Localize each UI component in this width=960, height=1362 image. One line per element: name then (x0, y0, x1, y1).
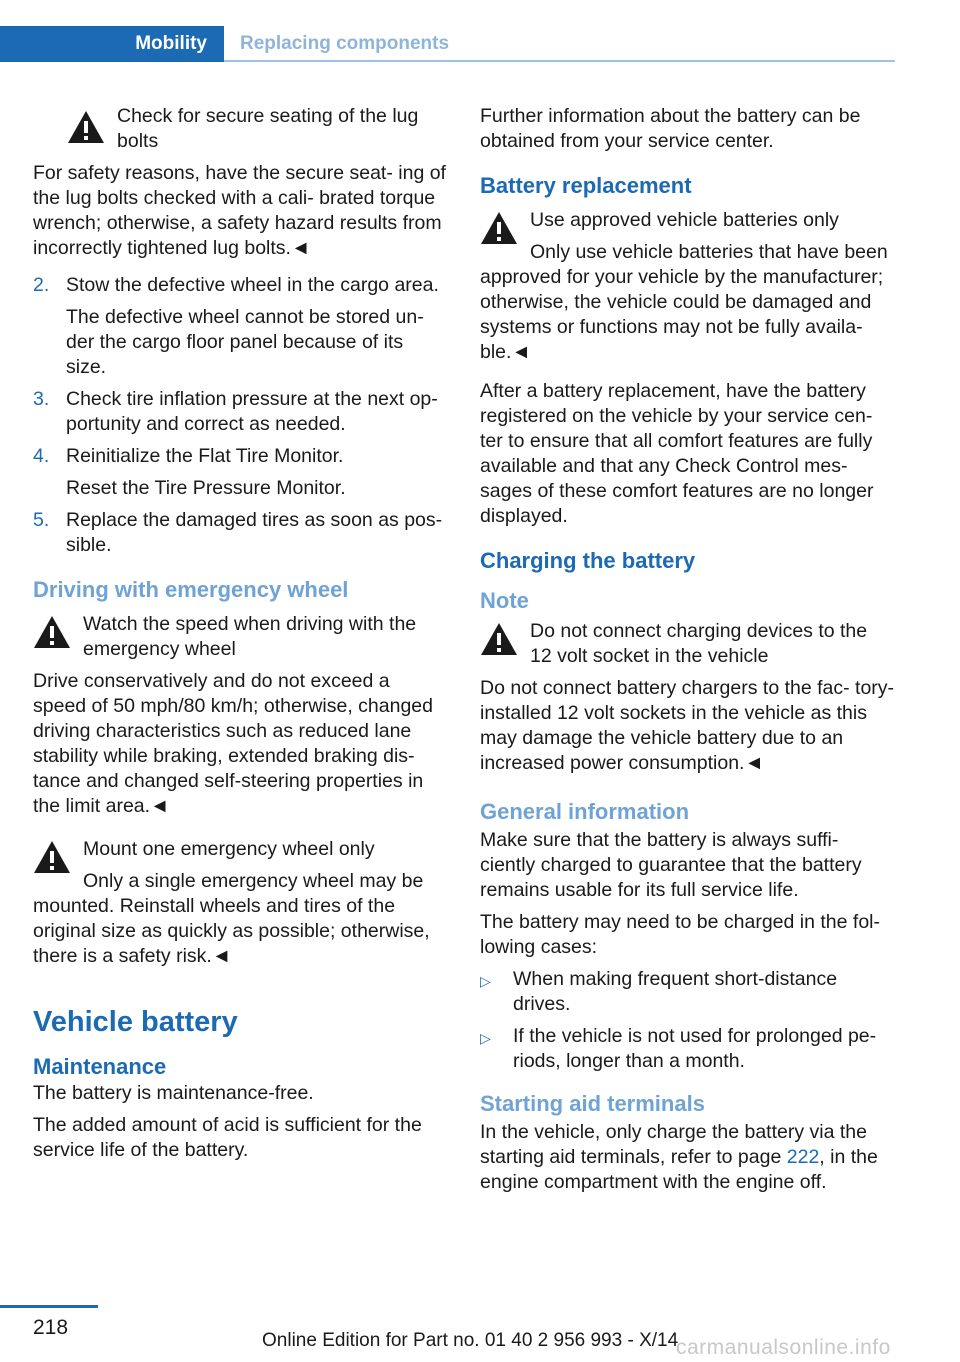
step-subtext: The defective wheel cannot be stored un- der the cargo floor panel because of its size. (66, 306, 424, 378)
step-number: 2. (33, 274, 50, 296)
warning-triangle-icon (33, 840, 71, 874)
paragraph-text: , in the engine compartment with the engine off. (480, 1146, 878, 1193)
list-item (33, 444, 448, 501)
warning-body: approved for your vehicle by the manufacturer; otherwise, the vehicle could be damaged and systems or functions may not be fully availa- ble.◄ (480, 266, 884, 363)
step-number: 4. (33, 445, 50, 467)
warning-approved-batteries (480, 208, 895, 365)
paragraph: The battery may need to be charged in the fol- lowing cases: (480, 911, 880, 958)
bullet-triangle-icon: ▷ (480, 973, 491, 989)
step-list (33, 273, 448, 558)
bullet-text: When making frequent short-distance drives. (513, 968, 838, 1015)
header-divider (224, 60, 895, 62)
paragraph: The battery is maintenance-free. (33, 1082, 314, 1104)
warning-triangle-icon (480, 211, 518, 245)
warning-single-emergency-wheel (33, 837, 448, 969)
warning-body-line1: Only a single emergency wheel may be (83, 870, 424, 892)
step-subtext: Reset the Tire Pressure Monitor. (66, 477, 346, 499)
warning-body: Drive conservatively and do not exceed a speed of 50 mph/80 km/h; otherwise, changed driving characteristics such as reduced lane stability while braking, extended braking dis- tance and changed self-steering properties in the limit area.◄ (33, 670, 433, 817)
warning-title-line2: emergency wheel (83, 638, 236, 660)
step-text: Replace the damaged tires as soon as pos- sible. (66, 509, 443, 556)
warning-body: For safety reasons, have the secure seat- ing of the lug bolts checked with a cali- brated torque wrench; otherwise, a safety hazard results from incorrectly tightened lug bolts.◄ (33, 162, 446, 259)
bullet-text: If the vehicle is not used for prolonged pe- riods, longer than a month. (513, 1025, 877, 1072)
chapter-heading-vehicle-battery: Vehicle battery (33, 1006, 238, 1038)
warning-lug-bolts (33, 104, 448, 261)
bullet-triangle-icon: ▷ (480, 1030, 491, 1046)
section-tab-replacing-components[interactable]: Replacing components (240, 33, 450, 54)
step-text: Stow the defective wheel in the cargo area. (66, 274, 439, 296)
warning-title: Use approved vehicle batteries only (530, 209, 839, 231)
subsection-heading-note: Note (480, 588, 529, 613)
warning-title-line1: Do not connect charging devices to the (530, 620, 868, 642)
subsection-heading-general-information: General information (480, 799, 690, 824)
list-item (480, 967, 895, 1017)
list-item (33, 387, 448, 437)
warning-triangle-icon (480, 622, 518, 656)
warning-title-line2: 12 volt socket in the vehicle (530, 645, 769, 667)
page-reference-link[interactable]: 222 (786, 1146, 820, 1168)
paragraph: After a battery replacement, have the battery registered on the vehicle by your service cen- ter to ensure that all comfort features are fully available and that any Check Control mes- sages of these comfort features are no longer displayed. (480, 380, 874, 527)
warning-title-line1: Watch the speed when driving with the (83, 613, 417, 635)
section-heading-maintenance: Maintenance (33, 1054, 167, 1079)
warning-emergency-speed (33, 612, 448, 819)
warning-12v-socket (480, 619, 895, 776)
paragraph (480, 1120, 895, 1195)
footer-rule (0, 1305, 98, 1308)
paragraph-text: In the vehicle, only charge the battery via the starting aid terminals, refer to page (480, 1121, 867, 1168)
paragraph: Further information about the battery can be obtained from your service center. (480, 105, 861, 152)
step-number: 3. (33, 388, 50, 410)
paragraph: Make sure that the battery is always suffi- ciently charged to guarantee that the battery remains usable for its full service life. (480, 829, 862, 901)
bullet-list (480, 967, 895, 1074)
subsection-heading-starting-aid-terminals: Starting aid terminals (480, 1091, 705, 1116)
edition-note: Online Edition for Part no. 01 40 2 956 993 - X/14 (262, 1330, 679, 1351)
warning-title: Mount one emergency wheel only (83, 838, 375, 860)
section-heading-emergency-wheel: Driving with emergency wheel (33, 577, 349, 602)
list-item (33, 508, 448, 558)
paragraph: The added amount of acid is sufficient for the service life of the battery. (33, 1114, 422, 1161)
page-number: 218 (33, 1316, 69, 1339)
warning-body-line1: Only use vehicle batteries that have been (530, 241, 888, 263)
warning-title-line1: Check for secure seating of the lug (117, 105, 419, 127)
section-tab-mobility[interactable]: Mobility (0, 26, 224, 62)
warning-title-line2: bolts (117, 130, 159, 152)
warning-triangle-icon (33, 615, 71, 649)
step-text: Reinitialize the Flat Tire Monitor. (66, 445, 344, 467)
step-number: 5. (33, 509, 50, 531)
list-item (33, 273, 448, 380)
right-column (480, 104, 895, 1202)
section-heading-charging: Charging the battery (480, 548, 696, 573)
left-column (33, 104, 448, 1170)
step-text: Check tire inflation pressure at the next op- portunity and correct as needed. (66, 388, 438, 435)
page-header (0, 0, 960, 62)
section-heading-battery-replacement: Battery replacement (480, 173, 692, 198)
warning-body: mounted. Reinstall wheels and tires of the original size as quickly as possible; otherwise, there is a safety risk.◄ (33, 895, 430, 967)
watermark: carmanualsonline.info (676, 1336, 891, 1359)
list-item (480, 1024, 895, 1074)
warning-body: Do not connect battery chargers to the fac- tory-installed 12 volt sockets in the vehicle as this may damage the vehicle battery due to an increased power consumption.◄ (480, 677, 895, 774)
warning-triangle-icon (67, 110, 105, 144)
